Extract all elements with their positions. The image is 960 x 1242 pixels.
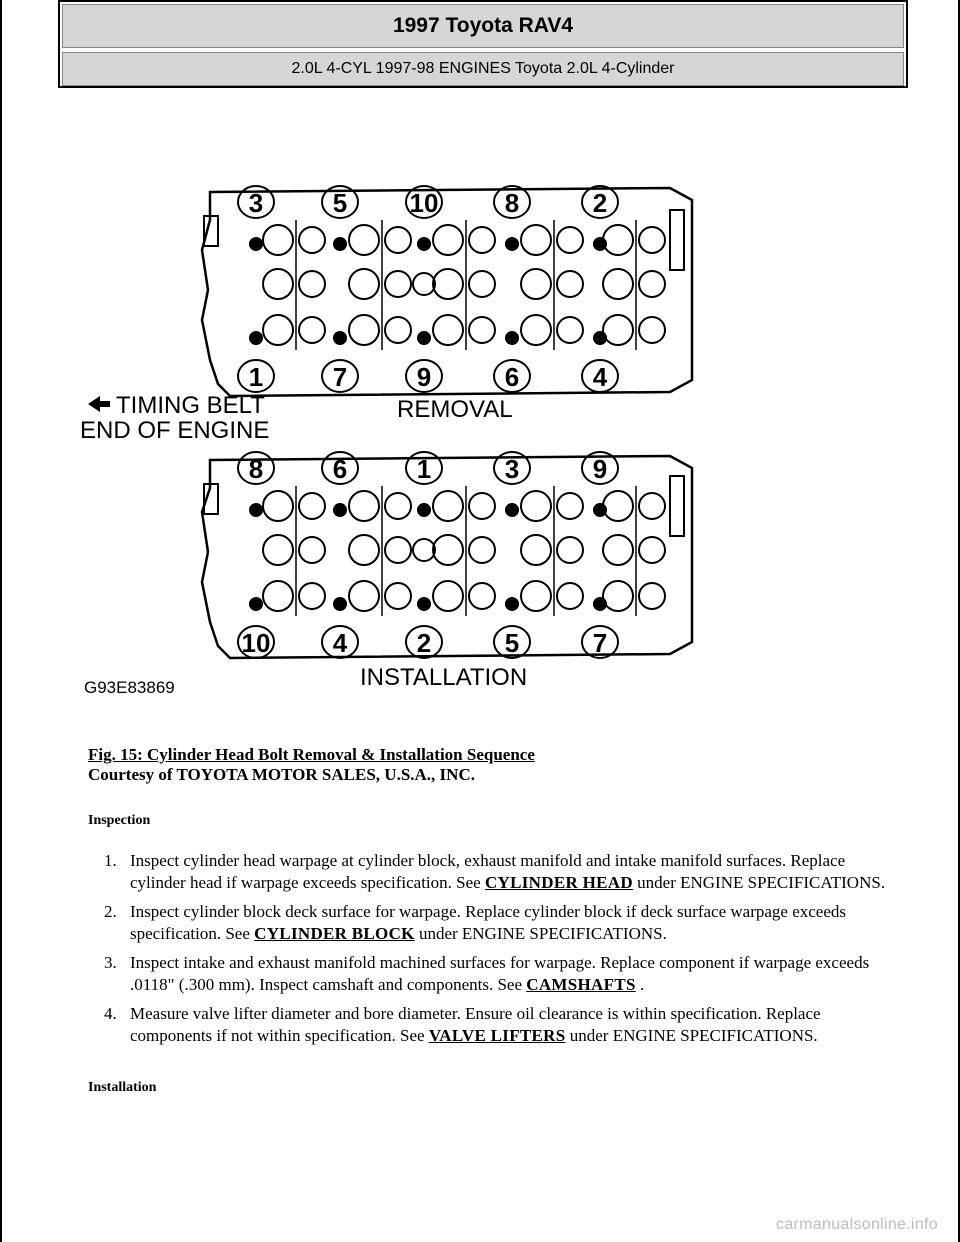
cylinder-head-link[interactable]: CYLINDER HEAD xyxy=(484,873,633,892)
head-bolt xyxy=(333,503,347,517)
valve-bore xyxy=(385,583,411,609)
valve-bore xyxy=(263,225,293,255)
spark-plug-bore xyxy=(413,539,435,561)
step-number: 4. xyxy=(104,1004,117,1023)
installation-head-outline xyxy=(202,456,692,658)
figure-caption-courtesy: Courtesy of TOYOTA MOTOR SALES, U.S.A., INC. xyxy=(88,765,475,784)
step-text: Measure valve lifter diameter and bore diameter. Ensure oil clearance is within specification. Replace components if not within specification. See VALVE LIFTERS under ENGINE SPECIFICATIONS. xyxy=(130,1004,821,1045)
valve-bore xyxy=(385,537,411,563)
step-text: Inspect cylinder head warpage at cylinder block, exhaust manifold and intake manifold surfaces. Replace cylinder head if warpage exceeds specification. See CYLINDER HEAD under ENGINE SPECIFICATIONS. xyxy=(130,851,886,892)
valve-bore xyxy=(469,583,495,609)
bolt-sequence-number: 7 xyxy=(332,362,348,392)
step-text: Inspect intake and exhaust manifold machined surfaces for warpage. Replace component if warpage exceeds .0118" (.300 mm). Inspect camshaft and components. See CAMSHAFTS . xyxy=(130,953,870,994)
step-text: Inspect cylinder block deck surface for warpage. Replace cylinder block if deck surface warpage exceeds specification. See CYLINDER BLOCK under ENGINE SPECIFICATIONS. xyxy=(130,902,847,943)
bolt-sequence-number: 2 xyxy=(592,188,608,218)
cylinder-head-figure xyxy=(70,170,710,710)
valve-bore xyxy=(521,491,551,521)
valve-bore xyxy=(469,493,495,519)
valve-bore xyxy=(349,491,379,521)
valve-bore xyxy=(433,315,463,345)
head-bolt xyxy=(593,331,607,345)
bolt-sequence-number: 8 xyxy=(504,188,520,218)
bolt-sequence-number: 10 xyxy=(241,628,271,658)
page-header xyxy=(58,0,908,88)
bolt-sequence-number: 5 xyxy=(504,628,520,658)
valve-bore xyxy=(263,491,293,521)
valve-bore xyxy=(639,493,665,519)
inspection-step xyxy=(104,901,904,945)
valve-bore xyxy=(603,535,633,565)
bolt-sequence-number: 1 xyxy=(416,454,432,484)
inspection-step xyxy=(104,850,904,894)
valve-bore xyxy=(433,269,463,299)
valve-bore xyxy=(557,271,583,297)
head-bolt xyxy=(249,503,263,517)
head-bolt xyxy=(505,503,519,517)
valve-bore xyxy=(299,317,325,343)
head-bolt xyxy=(417,331,431,345)
valve-bore xyxy=(639,227,665,253)
valve-bore xyxy=(433,225,463,255)
valve-bore xyxy=(299,583,325,609)
valve-bore xyxy=(521,225,551,255)
valve-bore xyxy=(263,581,293,611)
valve-bore xyxy=(349,315,379,345)
valve-bore xyxy=(349,535,379,565)
head-bolt xyxy=(417,597,431,611)
valve-bore xyxy=(639,537,665,563)
valve-bore xyxy=(603,581,633,611)
figure-code: G93E83869 xyxy=(84,678,175,697)
valve-bore xyxy=(469,317,495,343)
valve-bore xyxy=(521,581,551,611)
removal-head-outline xyxy=(202,188,692,396)
bolt-sequence-number: 3 xyxy=(504,454,520,484)
watermark: carmanualsonline.info xyxy=(776,1216,938,1233)
removal-label: REMOVAL xyxy=(397,396,513,423)
cylinder-head-diagram xyxy=(70,170,710,710)
valve-bore xyxy=(521,535,551,565)
valve-bore xyxy=(299,271,325,297)
valve-bore xyxy=(349,225,379,255)
header-subtitle: 2.0L 4-CYL 1997-98 ENGINES Toyota 2.0L 4-Cylinder xyxy=(62,52,904,86)
valve-bore xyxy=(521,315,551,345)
valve-bore xyxy=(521,269,551,299)
timing-belt-indicator xyxy=(80,392,269,444)
valve-bore xyxy=(603,269,633,299)
head-bolt xyxy=(505,237,519,251)
valve-bore xyxy=(263,315,293,345)
head-bolt xyxy=(593,503,607,517)
bolt-sequence-number: 6 xyxy=(504,362,520,392)
head-bolt xyxy=(333,237,347,251)
figure-caption-title: Fig. 15: Cylinder Head Bolt Removal & Installation Sequence xyxy=(88,745,535,764)
valve-bore xyxy=(639,317,665,343)
head-bolt xyxy=(333,597,347,611)
step-number: 1. xyxy=(104,851,117,870)
valve-bore xyxy=(469,227,495,253)
head-bolt xyxy=(505,331,519,345)
installation-label: INSTALLATION xyxy=(360,664,528,691)
valve-bore xyxy=(385,317,411,343)
step-number: 3. xyxy=(104,953,117,972)
head-bolt xyxy=(333,331,347,345)
valve-bore xyxy=(299,493,325,519)
head-bolt xyxy=(417,237,431,251)
valve-bore xyxy=(433,581,463,611)
bolt-sequence-number: 6 xyxy=(332,454,348,484)
bolt-sequence-number: 2 xyxy=(416,628,432,658)
bolt-sequence-number: 8 xyxy=(248,454,264,484)
cylinder-block-link[interactable]: CYLINDER BLOCK xyxy=(254,924,415,943)
valve-bore xyxy=(557,583,583,609)
valve-bore xyxy=(603,315,633,345)
valve-bore xyxy=(299,227,325,253)
bolt-sequence-number: 5 xyxy=(332,188,348,218)
head-bolt xyxy=(593,597,607,611)
step-number: 2. xyxy=(104,902,117,921)
valve-bore xyxy=(557,493,583,519)
head-bolt xyxy=(417,503,431,517)
bolt-sequence-number: 9 xyxy=(416,362,432,392)
valve-bore xyxy=(639,271,665,297)
valve-bore xyxy=(557,227,583,253)
valve-bore xyxy=(639,583,665,609)
valve-bore xyxy=(349,581,379,611)
figure-caption xyxy=(88,745,535,785)
valve-bore xyxy=(603,491,633,521)
timing-belt-label-line2: END OF ENGINE xyxy=(80,417,270,444)
inspection-step xyxy=(104,952,904,996)
bolt-sequence-number: 9 xyxy=(592,454,608,484)
valve-bore xyxy=(603,225,633,255)
valve-lifters-link[interactable]: VALVE LIFTERS xyxy=(428,1026,566,1045)
bolt-sequence-number: 7 xyxy=(592,628,608,658)
valve-bore xyxy=(433,491,463,521)
valve-bore xyxy=(385,493,411,519)
timing-belt-label-line1: TIMING BELT xyxy=(116,392,265,419)
inspection-steps xyxy=(104,850,904,1054)
valve-bore xyxy=(433,535,463,565)
head-bolt xyxy=(593,237,607,251)
head-bolt xyxy=(249,597,263,611)
valve-bore xyxy=(385,271,411,297)
arrow-left-icon xyxy=(88,396,110,412)
installation-sequence-numbers xyxy=(238,452,618,658)
removal-sequence-numbers xyxy=(238,186,618,392)
valve-bore xyxy=(557,317,583,343)
bolt-sequence-number: 10 xyxy=(409,188,439,218)
camshafts-link[interactable]: CAMSHAFTS xyxy=(526,975,636,994)
valve-bore xyxy=(349,269,379,299)
bolt-sequence-number: 4 xyxy=(592,362,608,392)
bolt-sequence-number: 4 xyxy=(332,628,348,658)
valve-bore xyxy=(299,537,325,563)
valve-bore xyxy=(263,535,293,565)
valve-bore xyxy=(469,537,495,563)
header-title: 1997 Toyota RAV4 xyxy=(62,4,904,48)
left-page-border xyxy=(0,0,2,1242)
valve-bore xyxy=(385,227,411,253)
inspection-step xyxy=(104,1003,904,1047)
installation-heading: Installation xyxy=(88,1080,157,1095)
head-bolt xyxy=(249,331,263,345)
valve-bore xyxy=(263,269,293,299)
bolt-sequence-number: 1 xyxy=(248,362,264,392)
head-bolt xyxy=(249,237,263,251)
spark-plug-bore xyxy=(413,273,435,295)
head-bolt xyxy=(505,597,519,611)
valve-bore xyxy=(469,271,495,297)
bolt-sequence-number: 3 xyxy=(248,188,264,218)
inspection-heading: Inspection xyxy=(88,813,151,828)
valve-bore xyxy=(557,537,583,563)
